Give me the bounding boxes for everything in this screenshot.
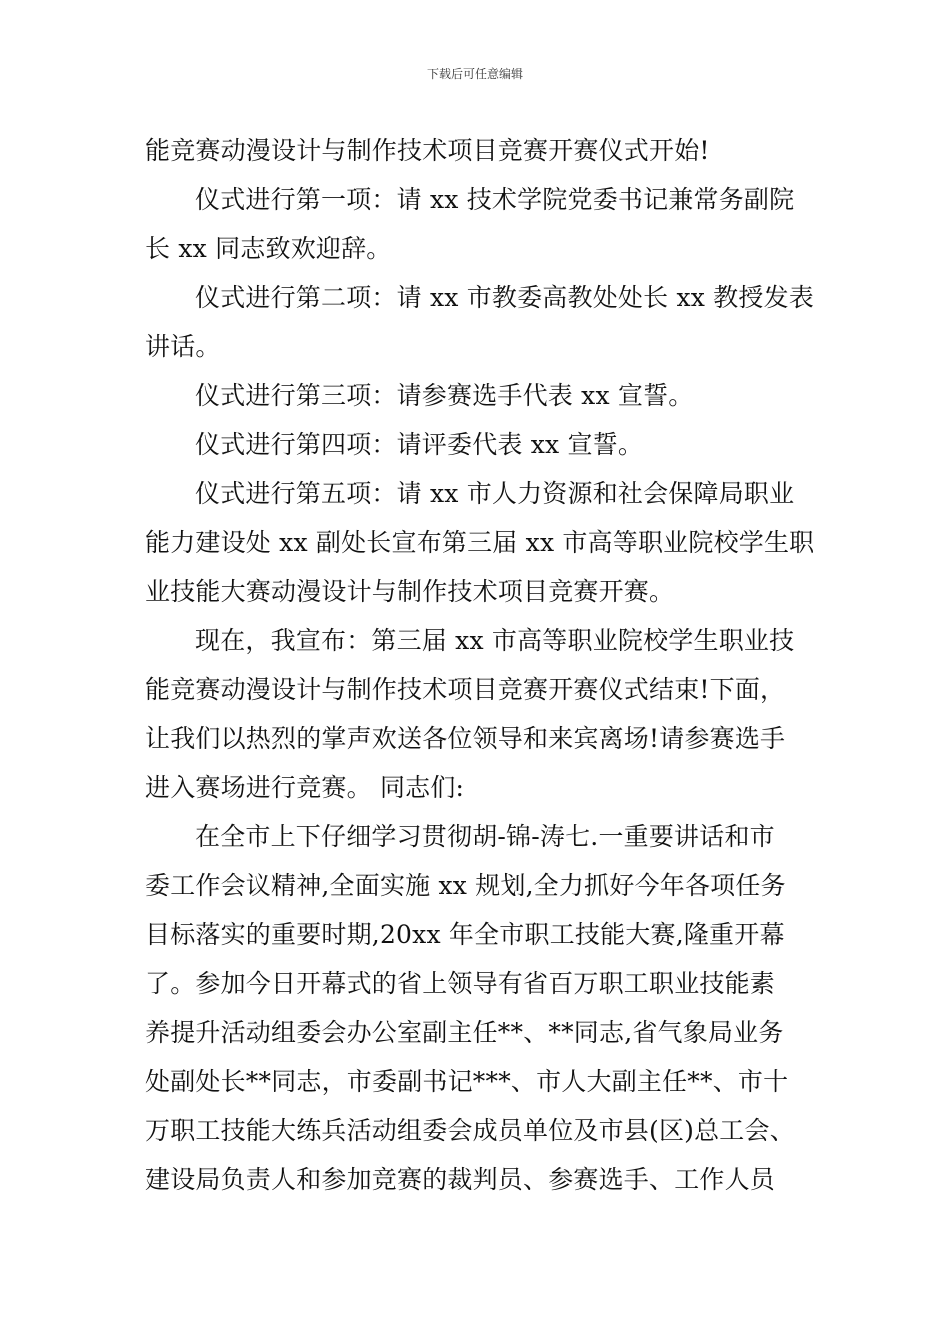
text-line: 委工作会议精神,全面实施 xx 规划,全力抓好今年各项任务 [145, 871, 786, 900]
text-line: 能竞赛动漫设计与制作技术项目竞赛开赛仪式开始! [145, 136, 710, 165]
text-line: 讲话。 [145, 332, 221, 361]
text-line: 了。参加今日开幕式的省上领导有省百万职工职业技能素 [145, 969, 776, 998]
text-line: 仪式进行第三项：请参赛选手代表 xx 宣誓。 [195, 381, 694, 410]
text-line: 能力建设处 xx 副处长宣布第三届 xx 市高等职业院校学生职 [145, 528, 815, 557]
text-line: 让我们以热烈的掌声欢送各位领导和来宾离场!请参赛选手 [145, 724, 786, 753]
text-line: 仪式进行第五项：请 xx 市人力资源和社会保障局职业 [195, 479, 795, 508]
text-line: 仪式进行第二项：请 xx 市教委高教处处长 xx 教授发表 [195, 283, 814, 312]
page-header: 下载后可任意编辑 [426, 67, 523, 81]
text-line: 万职工技能大练兵活动组委会成员单位及市县(区)总工会、 [145, 1116, 795, 1145]
text-line: 在全市上下仔细学习贯彻胡-锦-涛七.一重要讲话和市 [195, 822, 775, 851]
text-line: 现在，我宣布：第三届 xx 市高等职业院校学生职业技 [195, 626, 795, 655]
text-line: 进入赛场进行竞赛。 同志们: [145, 773, 465, 802]
text-line: 目标落实的重要时期,20xx 年全市职工技能大赛,隆重开幕 [145, 920, 785, 949]
document-body [145, 126, 835, 1204]
text-line: 业技能大赛动漫设计与制作技术项目竞赛开赛。 [145, 577, 675, 606]
text-line: 仪式进行第四项：请评委代表 xx 宣誓。 [195, 430, 644, 459]
text-line: 能竞赛动漫设计与制作技术项目竞赛开赛仪式结束!下面， [145, 675, 786, 704]
text-line: 处副处长**同志，市委副书记***、市人大副主任**、市十 [145, 1067, 789, 1096]
text-line: 养提升活动组委会办公室副主任**、**同志,省气象局业务 [145, 1018, 784, 1047]
text-line: 建设局负责人和参加竞赛的裁判员、参赛选手、工作人员 [145, 1165, 776, 1194]
text-line: 长 xx 同志致欢迎辞。 [145, 234, 392, 263]
text-line: 仪式进行第一项：请 xx 技术学院党委书记兼常务副院 [195, 185, 795, 214]
